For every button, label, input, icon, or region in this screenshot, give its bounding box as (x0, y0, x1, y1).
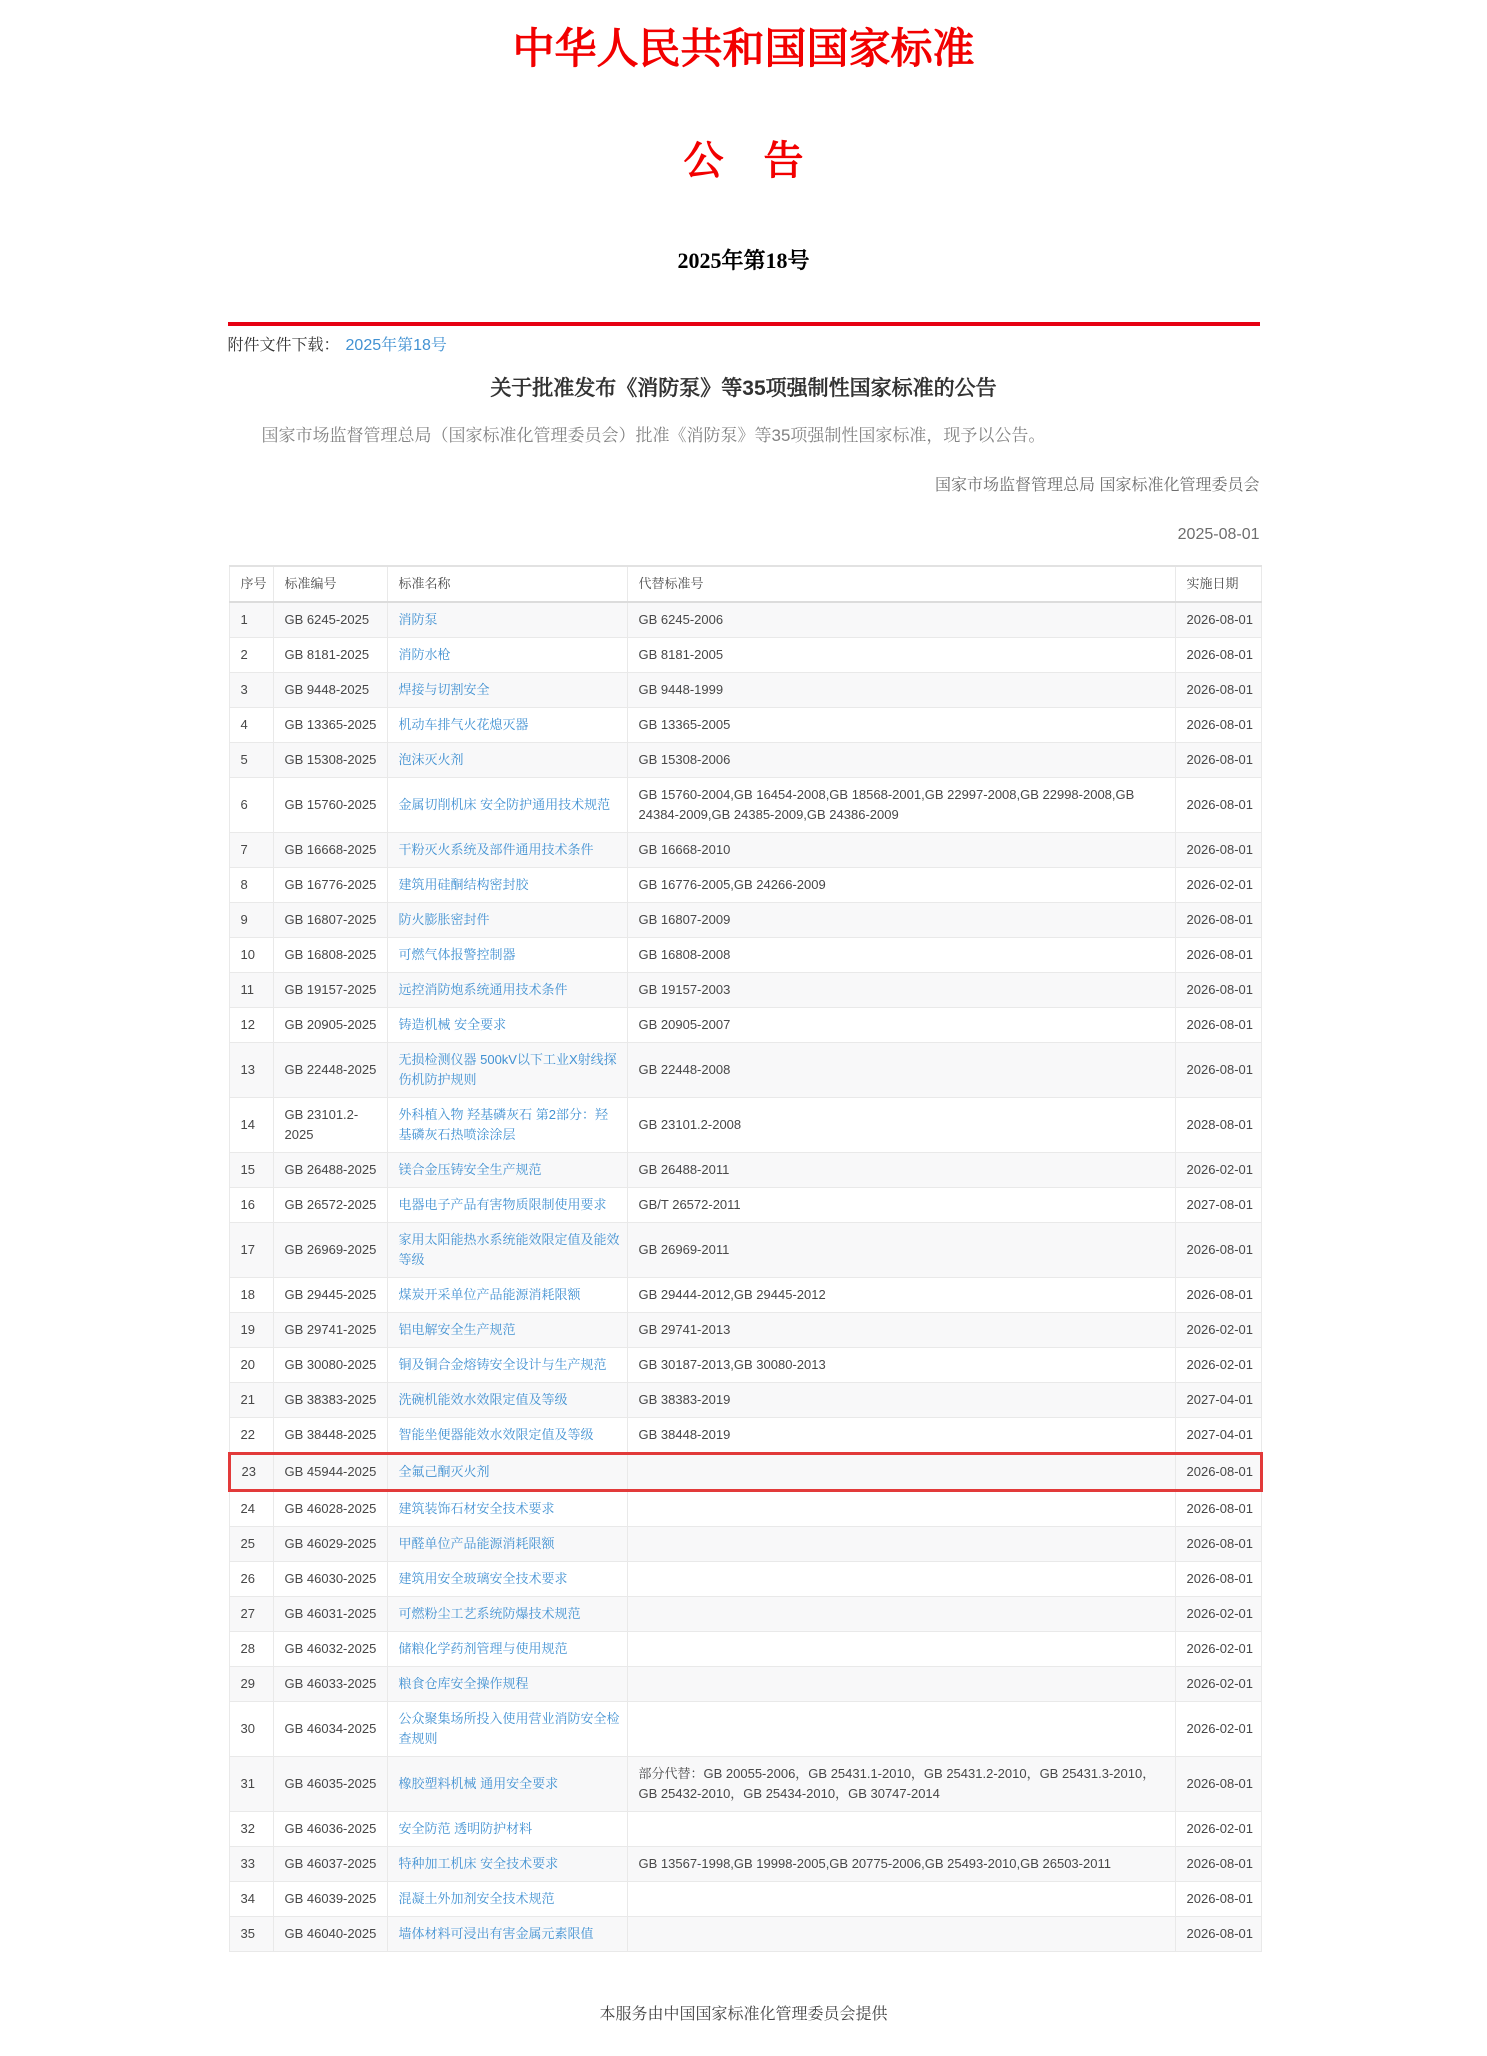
standard-name-link[interactable]: 安全防范 透明防护材料 (398, 1820, 533, 1836)
table-row (229, 1097, 1261, 1152)
table-row (229, 1596, 1261, 1631)
cell-replaced-standards (627, 1596, 1175, 1631)
standard-name-link[interactable]: 消防水枪 (398, 646, 451, 662)
cell-replaced-standards: GB 16776-2005,GB 24266-2009 (627, 867, 1175, 902)
cell-seq: 16 (229, 1187, 273, 1222)
cell-implementation-date: 2026-02-01 (1175, 1312, 1261, 1347)
cell-standard-name (387, 1007, 627, 1042)
cell-standard-code: GB 29445-2025 (273, 1277, 387, 1312)
cell-standard-code: GB 16808-2025 (273, 937, 387, 972)
cell-implementation-date: 2026-08-01 (1175, 937, 1261, 972)
footer-text: 本服务由中国国家标准化管理委员会提供 (599, 2005, 888, 2023)
cell-implementation-date: 2027-08-01 (1175, 1187, 1261, 1222)
cell-replaced-standards: GB 6245-2006 (627, 602, 1175, 638)
standard-name-link[interactable]: 建筑用安全玻璃安全技术要求 (398, 1570, 568, 1586)
cell-replaced-standards (627, 1701, 1175, 1756)
standard-name-link[interactable]: 建筑用硅酮结构密封胶 (398, 876, 529, 892)
cell-standard-code: GB 46030-2025 (273, 1561, 387, 1596)
announcement-body: 国家市场监督管理总局（国家标准化管理委员会）批准《消防泵》等35项强制性国家标准，现予以公告。 (261, 425, 1046, 445)
cell-replaced-standards (627, 1490, 1175, 1526)
table-row (229, 1881, 1261, 1916)
cell-standard-code: GB 46029-2025 (273, 1526, 387, 1561)
cell-seq: 6 (229, 777, 273, 832)
cell-seq: 13 (229, 1042, 273, 1097)
table-row (229, 1152, 1261, 1187)
cell-seq: 32 (229, 1811, 273, 1846)
cell-seq: 17 (229, 1222, 273, 1277)
cell-standard-name (387, 1417, 627, 1453)
column-header-seq: 序号 (229, 566, 273, 602)
cell-implementation-date: 2026-08-01 (1175, 1222, 1261, 1277)
table-row (229, 902, 1261, 937)
cell-replaced-standards (627, 1811, 1175, 1846)
cell-implementation-date: 2026-08-01 (1175, 832, 1261, 867)
cell-replaced-standards: GB 26488-2011 (627, 1152, 1175, 1187)
standards-table (228, 565, 1263, 1952)
cell-seq: 12 (229, 1007, 273, 1042)
cell-standard-name (387, 1561, 627, 1596)
cell-seq: 30 (229, 1701, 273, 1756)
table-row (229, 1042, 1261, 1097)
cell-replaced-standards (627, 1916, 1175, 1951)
cell-standard-name (387, 1152, 627, 1187)
standard-name-link[interactable]: 外科植入物 羟基磷灰石 第2部分：羟基磷灰石热喷涂涂层 (398, 1106, 608, 1142)
announcement-page (228, 0, 1260, 2056)
cell-standard-name (387, 1846, 627, 1881)
cell-seq: 10 (229, 937, 273, 972)
cell-replaced-standards: 部分代替：GB 20055-2006，GB 25431.1-2010，GB 25431.2-2010，GB 25431.3-2010，GB 25432-2010，GB 25434-2010，GB 30747-2014 (627, 1756, 1175, 1811)
standard-name-link[interactable]: 机动车排气火花熄灭器 (398, 716, 529, 732)
cell-standard-code: GB 46033-2025 (273, 1666, 387, 1701)
cell-implementation-date: 2026-08-01 (1175, 777, 1261, 832)
cell-seq: 33 (229, 1846, 273, 1881)
cell-standard-name (387, 777, 627, 832)
cell-standard-code: GB 23101.2-2025 (273, 1097, 387, 1152)
table-row (229, 867, 1261, 902)
cell-standard-code: GB 6245-2025 (273, 602, 387, 638)
table-row (229, 742, 1261, 777)
cell-implementation-date: 2028-08-01 (1175, 1097, 1261, 1152)
table-row (229, 1347, 1261, 1382)
cell-seq: 35 (229, 1916, 273, 1951)
standard-name-link[interactable]: 墙体材料可浸出有害金属元素限值 (398, 1925, 594, 1941)
column-header-code: 标准编号 (273, 566, 387, 602)
standard-name-link[interactable]: 粮食仓库安全操作规程 (398, 1675, 529, 1691)
cell-standard-code: GB 22448-2025 (273, 1042, 387, 1097)
cell-standard-name (387, 1811, 627, 1846)
cell-standard-name (387, 1097, 627, 1152)
cell-implementation-date: 2026-02-01 (1175, 867, 1261, 902)
cell-implementation-date: 2026-08-01 (1175, 602, 1261, 638)
cell-replaced-standards (627, 1561, 1175, 1596)
table-row (229, 1277, 1261, 1312)
standard-name-link[interactable]: 远控消防炮系统通用技术条件 (398, 981, 568, 997)
cell-seq: 19 (229, 1312, 273, 1347)
standard-name-link[interactable]: 智能坐便器能效水效限定值及等级 (398, 1426, 594, 1442)
cell-implementation-date: 2026-02-01 (1175, 1596, 1261, 1631)
cell-standard-code: GB 15308-2025 (273, 742, 387, 777)
cell-implementation-date: 2026-08-01 (1175, 1846, 1261, 1881)
cell-standard-code: GB 16668-2025 (273, 832, 387, 867)
cell-standard-name (387, 1382, 627, 1417)
cell-replaced-standards: GB 20905-2007 (627, 1007, 1175, 1042)
standard-name-link[interactable]: 无损检测仪器 500kV以下工业X射线探伤机防护规则 (398, 1051, 617, 1087)
cell-seq: 1 (229, 602, 273, 638)
standard-name-link[interactable]: 消防泵 (398, 611, 438, 627)
cell-implementation-date: 2026-08-01 (1175, 1526, 1261, 1561)
table-header-row (229, 566, 1261, 602)
cell-implementation-date: 2026-08-01 (1175, 902, 1261, 937)
cell-replaced-standards: GB 15308-2006 (627, 742, 1175, 777)
table-row (229, 1417, 1261, 1453)
cell-standard-name (387, 1526, 627, 1561)
cell-seq: 34 (229, 1881, 273, 1916)
issuing-authorities: 国家市场监督管理总局 国家标准化管理委员会 (935, 476, 1260, 494)
standard-name-link[interactable]: 可燃粉尘工艺系统防爆技术规范 (398, 1605, 581, 1621)
cell-standard-code: GB 30080-2025 (273, 1347, 387, 1382)
table-row (229, 1756, 1261, 1811)
cell-standard-code: GB 16776-2025 (273, 867, 387, 902)
cell-standard-name (387, 742, 627, 777)
cell-replaced-standards: GB 8181-2005 (627, 637, 1175, 672)
table-row (229, 777, 1261, 832)
cell-replaced-standards: GB 23101.2-2008 (627, 1097, 1175, 1152)
standard-name-link[interactable]: 橡胶塑料机械 通用安全要求 (398, 1775, 559, 1791)
cell-seq: 24 (229, 1490, 273, 1526)
cell-standard-code: GB 26572-2025 (273, 1187, 387, 1222)
cell-seq: 25 (229, 1526, 273, 1561)
cell-standard-code: GB 46028-2025 (273, 1490, 387, 1526)
cell-replaced-standards: GB 38383-2019 (627, 1382, 1175, 1417)
cell-seq: 21 (229, 1382, 273, 1417)
cell-implementation-date: 2026-02-01 (1175, 1631, 1261, 1666)
column-header-date: 实施日期 (1175, 566, 1261, 602)
table-row (229, 972, 1261, 1007)
cell-replaced-standards: GB/T 26572-2011 (627, 1187, 1175, 1222)
cell-standard-name (387, 1347, 627, 1382)
cell-standard-name (387, 637, 627, 672)
cell-replaced-standards (627, 1453, 1175, 1490)
cell-implementation-date: 2026-08-01 (1175, 707, 1261, 742)
cell-seq: 8 (229, 867, 273, 902)
cell-standard-code: GB 20905-2025 (273, 1007, 387, 1042)
cell-replaced-standards: GB 19157-2003 (627, 972, 1175, 1007)
cell-implementation-date: 2026-08-01 (1175, 1756, 1261, 1811)
cell-implementation-date: 2026-02-01 (1175, 1152, 1261, 1187)
cell-seq: 11 (229, 972, 273, 1007)
table-row (229, 602, 1261, 638)
standard-name-link[interactable]: 混凝土外加剂安全技术规范 (398, 1890, 555, 1906)
standard-name-link[interactable]: 镁合金压铸安全生产规范 (398, 1161, 542, 1177)
standard-name-link[interactable]: 泡沫灭火剂 (398, 751, 464, 767)
cell-implementation-date: 2026-02-01 (1175, 1347, 1261, 1382)
cell-seq: 3 (229, 672, 273, 707)
table-row (229, 1846, 1261, 1881)
cell-implementation-date: 2026-08-01 (1175, 1453, 1261, 1490)
cell-replaced-standards: GB 26969-2011 (627, 1222, 1175, 1277)
cell-implementation-date: 2026-08-01 (1175, 637, 1261, 672)
cell-implementation-date: 2026-02-01 (1175, 1701, 1261, 1756)
cell-seq: 7 (229, 832, 273, 867)
cell-seq: 14 (229, 1097, 273, 1152)
cell-standard-code: GB 38448-2025 (273, 1417, 387, 1453)
cell-standard-code: GB 29741-2025 (273, 1312, 387, 1347)
cell-seq: 23 (229, 1453, 273, 1490)
cell-standard-name (387, 1222, 627, 1277)
standard-name-link[interactable]: 干粉灭火系统及部件通用技术条件 (398, 841, 594, 857)
table-row (229, 1526, 1261, 1561)
cell-implementation-date: 2026-08-01 (1175, 1881, 1261, 1916)
cell-standard-code: GB 46040-2025 (273, 1916, 387, 1951)
cell-standard-name (387, 1666, 627, 1701)
cell-replaced-standards: GB 16668-2010 (627, 832, 1175, 867)
cell-seq: 2 (229, 637, 273, 672)
standard-name-link[interactable]: 焊接与切割安全 (398, 681, 490, 697)
cell-standard-name (387, 972, 627, 1007)
cell-standard-code: GB 8181-2025 (273, 637, 387, 672)
cell-implementation-date: 2027-04-01 (1175, 1382, 1261, 1417)
standards-table-body (229, 602, 1261, 1952)
cell-implementation-date: 2027-04-01 (1175, 1417, 1261, 1453)
cell-replaced-standards: GB 29444-2012,GB 29445-2012 (627, 1277, 1175, 1312)
publish-date: 2025-08-01 (1177, 525, 1260, 543)
attachment-download-link[interactable]: 2025年第18号 (345, 336, 447, 354)
table-row (229, 1701, 1261, 1756)
cell-replaced-standards: GB 13365-2005 (627, 707, 1175, 742)
table-row (229, 1631, 1261, 1666)
cell-standard-code: GB 15760-2025 (273, 777, 387, 832)
page-subtitle: 公 告 (683, 138, 804, 184)
standard-name-link[interactable]: 洗碗机能效水效限定值及等级 (398, 1391, 568, 1407)
cell-standard-name (387, 1881, 627, 1916)
cell-standard-name (387, 1490, 627, 1526)
cell-replaced-standards: GB 22448-2008 (627, 1042, 1175, 1097)
table-row (229, 1187, 1261, 1222)
cell-standard-code: GB 46035-2025 (273, 1756, 387, 1811)
cell-standard-name (387, 1187, 627, 1222)
cell-standard-name (387, 1631, 627, 1666)
cell-replaced-standards (627, 1526, 1175, 1561)
cell-seq: 22 (229, 1417, 273, 1453)
cell-standard-name (387, 1701, 627, 1756)
cell-standard-code: GB 46037-2025 (273, 1846, 387, 1881)
cell-seq: 15 (229, 1152, 273, 1187)
cell-replaced-standards (627, 1666, 1175, 1701)
cell-standard-code: GB 9448-2025 (273, 672, 387, 707)
cell-replaced-standards: GB 30187-2013,GB 30080-2013 (627, 1347, 1175, 1382)
cell-standard-name (387, 1596, 627, 1631)
cell-standard-code: GB 19157-2025 (273, 972, 387, 1007)
cell-seq: 20 (229, 1347, 273, 1382)
cell-standard-code: GB 46039-2025 (273, 1881, 387, 1916)
standard-name-link[interactable]: 全氟己酮灭火剂 (398, 1463, 490, 1479)
cell-standard-name (387, 602, 627, 638)
cell-standard-code: GB 26488-2025 (273, 1152, 387, 1187)
table-row (229, 1382, 1261, 1417)
cell-standard-name (387, 1756, 627, 1811)
cell-implementation-date: 2026-08-01 (1175, 672, 1261, 707)
cell-standard-name (387, 1277, 627, 1312)
cell-standard-code: GB 16807-2025 (273, 902, 387, 937)
table-row (229, 672, 1261, 707)
cell-standard-code: GB 46034-2025 (273, 1701, 387, 1756)
cell-seq: 18 (229, 1277, 273, 1312)
cell-implementation-date: 2026-08-01 (1175, 1042, 1261, 1097)
cell-standard-code: GB 46036-2025 (273, 1811, 387, 1846)
cell-standard-code: GB 13365-2025 (273, 707, 387, 742)
table-row (229, 1561, 1261, 1596)
cell-standard-name (387, 1042, 627, 1097)
cell-seq: 4 (229, 707, 273, 742)
cell-replaced-standards: GB 15760-2004,GB 16454-2008,GB 18568-2001,GB 22997-2008,GB 22998-2008,GB 24384-2009,GB 24385-2009,GB 24386-2009 (627, 777, 1175, 832)
cell-standard-name (387, 867, 627, 902)
cell-replaced-standards: GB 16808-2008 (627, 937, 1175, 972)
table-row (229, 1007, 1261, 1042)
standard-name-link[interactable]: 煤炭开采单位产品能源消耗限额 (398, 1286, 581, 1302)
cell-seq: 9 (229, 902, 273, 937)
cell-standard-name (387, 832, 627, 867)
table-row (229, 1811, 1261, 1846)
cell-implementation-date: 2026-08-01 (1175, 742, 1261, 777)
table-row (229, 1490, 1261, 1526)
standard-name-link[interactable]: 电器电子产品有害物质限制使用要求 (398, 1196, 607, 1212)
announcement-title: 关于批准发布《消防泵》等35项强制性国家标准的公告 (490, 376, 997, 400)
table-row (229, 937, 1261, 972)
standard-name-link[interactable]: 特种加工机床 安全技术要求 (398, 1855, 559, 1871)
cell-replaced-standards: GB 9448-1999 (627, 672, 1175, 707)
cell-seq: 27 (229, 1596, 273, 1631)
table-row (229, 637, 1261, 672)
cell-implementation-date: 2026-02-01 (1175, 1811, 1261, 1846)
red-divider (228, 322, 1260, 326)
standard-name-link[interactable]: 建筑装饰石材安全技术要求 (398, 1500, 555, 1516)
table-row (229, 1916, 1261, 1951)
cell-seq: 26 (229, 1561, 273, 1596)
cell-implementation-date: 2026-02-01 (1175, 1666, 1261, 1701)
cell-seq: 31 (229, 1756, 273, 1811)
cell-replaced-standards (627, 1631, 1175, 1666)
cell-standard-code: GB 45944-2025 (273, 1453, 387, 1490)
cell-standard-code: GB 38383-2025 (273, 1382, 387, 1417)
table-row (229, 1222, 1261, 1277)
cell-replaced-standards: GB 16807-2009 (627, 902, 1175, 937)
standard-name-link[interactable]: 可燃气体报警控制器 (398, 946, 516, 962)
standard-name-link[interactable]: 铝电解安全生产规范 (398, 1321, 516, 1337)
column-header-replaces: 代替标准号 (627, 566, 1175, 602)
page-title: 中华人民共和国国家标准 (512, 27, 975, 73)
cell-seq: 5 (229, 742, 273, 777)
standard-name-link[interactable]: 储粮化学药剂管理与使用规范 (398, 1640, 568, 1656)
issue-number: 2025年第18号 (677, 248, 810, 274)
cell-implementation-date: 2026-08-01 (1175, 1007, 1261, 1042)
standard-name-link[interactable]: 公众聚集场所投入使用营业消防安全检查规则 (398, 1710, 620, 1746)
cell-standard-name (387, 707, 627, 742)
cell-implementation-date: 2026-08-01 (1175, 1561, 1261, 1596)
table-row (229, 1312, 1261, 1347)
cell-implementation-date: 2026-08-01 (1175, 1916, 1261, 1951)
cell-replaced-standards: GB 13567-1998,GB 19998-2005,GB 20775-2006,GB 25493-2010,GB 26503-2011 (627, 1846, 1175, 1881)
cell-standard-code: GB 26969-2025 (273, 1222, 387, 1277)
cell-standard-name (387, 902, 627, 937)
cell-replaced-standards: GB 29741-2013 (627, 1312, 1175, 1347)
table-row (229, 707, 1261, 742)
cell-seq: 29 (229, 1666, 273, 1701)
standard-name-link[interactable]: 甲醛单位产品能源消耗限额 (398, 1535, 555, 1551)
attachment-row (228, 335, 1260, 357)
cell-replaced-standards (627, 1881, 1175, 1916)
cell-standard-code: GB 46031-2025 (273, 1596, 387, 1631)
standard-name-link[interactable]: 铜及铜合金熔铸安全设计与生产规范 (398, 1356, 607, 1372)
standard-name-link[interactable]: 金属切削机床 安全防护通用技术规范 (398, 796, 611, 812)
cell-standard-code: GB 46032-2025 (273, 1631, 387, 1666)
standard-name-link[interactable]: 防火膨胀密封件 (398, 911, 490, 927)
cell-seq: 28 (229, 1631, 273, 1666)
table-row-highlighted (229, 1453, 1261, 1490)
cell-standard-name (387, 672, 627, 707)
cell-implementation-date: 2026-08-01 (1175, 972, 1261, 1007)
attachment-label: 附件文件下载： (227, 336, 340, 354)
cell-standard-name (387, 1312, 627, 1347)
standard-name-link[interactable]: 家用太阳能热水系统能效限定值及能效等级 (398, 1231, 620, 1267)
table-row (229, 1666, 1261, 1701)
column-header-name: 标准名称 (387, 566, 627, 602)
cell-standard-name (387, 937, 627, 972)
cell-implementation-date: 2026-08-01 (1175, 1277, 1261, 1312)
standard-name-link[interactable]: 铸造机械 安全要求 (398, 1016, 507, 1032)
table-row (229, 832, 1261, 867)
cell-standard-name (387, 1453, 627, 1490)
cell-standard-name (387, 1916, 627, 1951)
cell-implementation-date: 2026-08-01 (1175, 1490, 1261, 1526)
cell-replaced-standards: GB 38448-2019 (627, 1417, 1175, 1453)
